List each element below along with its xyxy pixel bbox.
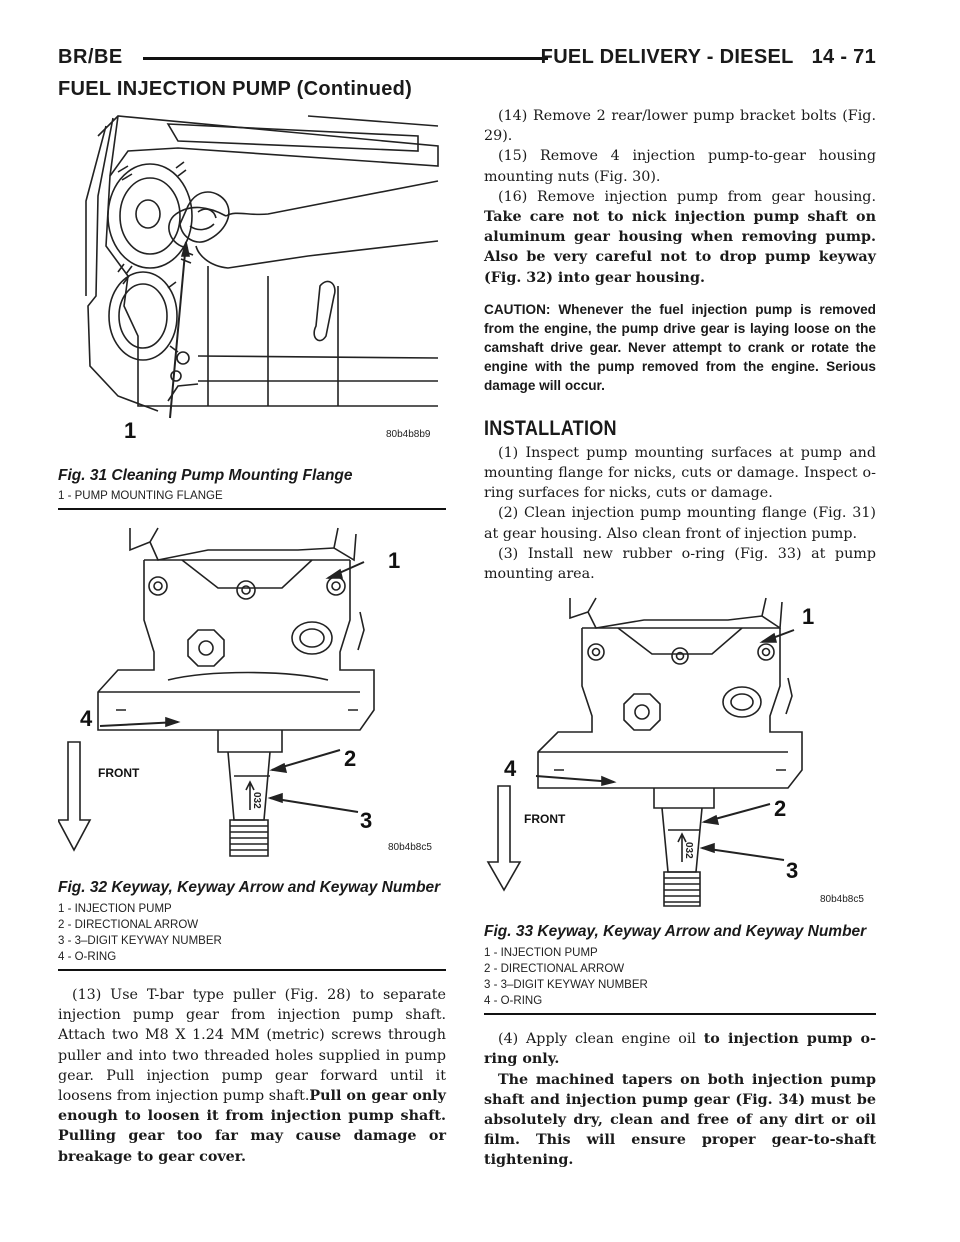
caution-note: CAUTION: Whenever the fuel injection pump is removed from the engine, the pump drive gear is laying loose on the camshaft drive gear. Never attempt to crank or rotate the engine with the pump removed from the engine. Serious damage will occur. <box>484 301 876 393</box>
fig31-title: Fig. 31 Cleaning Pump Mounting Flange <box>58 467 353 484</box>
install-step-4 <box>484 1029 876 1069</box>
fig33-keyway-number: 032 <box>683 842 694 859</box>
step-16 <box>484 187 876 288</box>
fig31-image-id: 80b4b8b9 <box>386 429 431 440</box>
fig33-rule <box>484 1013 876 1015</box>
figure-32 <box>58 520 446 870</box>
figure-33 <box>484 590 876 920</box>
fig33-title: Fig. 33 Keyway, Keyway Arrow and Keyway Number <box>484 923 867 941</box>
fig32-keyway-number: 032 <box>251 792 262 809</box>
step-16-text: (16) Remove injection pump from gear housing. <box>498 188 876 205</box>
fig33-callout-3: 3 <box>786 858 799 884</box>
step-15: (15) Remove 4 injection pump-to-gear housing mounting nuts (Fig. 30). <box>484 148 876 185</box>
fig33-legend-4: 4 - O-RING <box>484 995 543 1008</box>
section-name: FUEL DELIVERY - DIESEL <box>540 46 794 68</box>
installation-heading: INSTALLATION <box>484 416 617 440</box>
tapers-note: The machined tapers on both injection pump shaft and injection pump gear (Fig. 34) must be absolutely dry, clean and free of any dirt or oil film. This will ensure proper gear-to-shaft tightening. <box>484 1071 876 1169</box>
install-step-3: (3) Install new rubber o-ring (Fig. 33) at pump mounting area. <box>484 545 876 583</box>
engine-flange-illustration <box>58 106 446 462</box>
fig33-legend-1: 1 - INJECTION PUMP <box>484 947 598 960</box>
fig32-title: Fig. 32 Keyway, Keyway Arrow and Keyway Number <box>58 879 441 896</box>
fig31-callout-1: 1 <box>124 418 137 443</box>
manual-code: BR/BE <box>58 46 123 68</box>
left-column <box>58 106 446 1167</box>
step-14: (14) Remove 2 rear/lower pump bracket bolts (Fig. 29). <box>484 108 876 145</box>
fig32-legend-2: 2 - DIRECTIONAL ARROW <box>58 919 199 931</box>
section-title <box>541 46 876 69</box>
install-step-2: (2) Clean injection pump mounting flange (Fig. 31) at gear housing. Also clean front of injection pump. <box>484 505 876 542</box>
step-13 <box>58 985 446 1167</box>
fig33-callout-2: 2 <box>774 796 787 822</box>
pump-keyway-illustration-2 <box>484 590 876 920</box>
fig31-rule <box>58 508 446 510</box>
install-step-1: (1) Inspect pump mounting surfaces at pump and mounting flange for nicks, cuts or damage. Inspect o-ring surfaces for nicks, cuts or damage. <box>484 444 876 502</box>
fig32-image-id: 80b4b8c5 <box>388 842 432 853</box>
fig32-callout-1: 1 <box>388 548 401 573</box>
fig33-image-id: 80b4b8c5 <box>820 894 864 906</box>
fig33-legend-3: 3 - 3–DIGIT KEYWAY NUMBER <box>484 979 648 992</box>
step-16-warning: Take care not to nick injection pump shaft on aluminum gear housing when removing pump. Also be very careful not to drop pump keyway (Fig. 32) into gear housing. <box>484 209 876 286</box>
right-column <box>484 106 876 1171</box>
fig32-legend-3: 3 - 3–DIGIT KEYWAY NUMBER <box>58 935 222 947</box>
figure-31 <box>58 106 446 462</box>
fig32-legend-1: 1 - INJECTION PUMP <box>58 903 172 915</box>
page-number: 14 - 71 <box>811 46 876 68</box>
install-step-4-emphasis: to injection pump o-ring only. <box>484 1031 877 1068</box>
fig32-callout-4: 4 <box>80 706 93 731</box>
fig32-legend-4: 4 - O-RING <box>58 951 117 963</box>
fig33-callout-1: 1 <box>802 604 815 630</box>
fig32-legend <box>58 901 446 965</box>
fig33-legend <box>484 945 876 1009</box>
fig33-legend-2: 2 - DIRECTIONAL ARROW <box>484 963 625 976</box>
install-step-4-text: (4) Apply clean engine oil <box>498 1031 696 1048</box>
header-rule <box>143 57 548 60</box>
fig32-callout-2: 2 <box>344 746 357 771</box>
fig32-callout-3: 3 <box>360 808 373 833</box>
page-header <box>58 46 876 76</box>
fig31-legend-1: 1 - PUMP MOUNTING FLANGE <box>58 490 223 502</box>
continued-heading: FUEL INJECTION PUMP (Continued) <box>58 78 413 100</box>
step-13-warning: Pull on gear only enough to loosen it from injection pump shaft. Pulling gear too far may cause damage or breakage to gear cover. <box>58 1088 446 1165</box>
fig33-front-label: FRONT <box>524 812 566 827</box>
step-13-text: (13) Use T-bar type puller (Fig. 28) to separate injection pump gear from injection pump shaft. Attach two M8 X 1.24 MM (metric) screws through puller and into two threaded holes supplied in pump gear. Pull injection pump gear forward until it loosens from injection pump shaft. <box>58 987 446 1105</box>
fig32-rule <box>58 969 446 971</box>
fig33-callout-4: 4 <box>504 756 517 782</box>
fig32-front-label: FRONT <box>98 766 140 780</box>
